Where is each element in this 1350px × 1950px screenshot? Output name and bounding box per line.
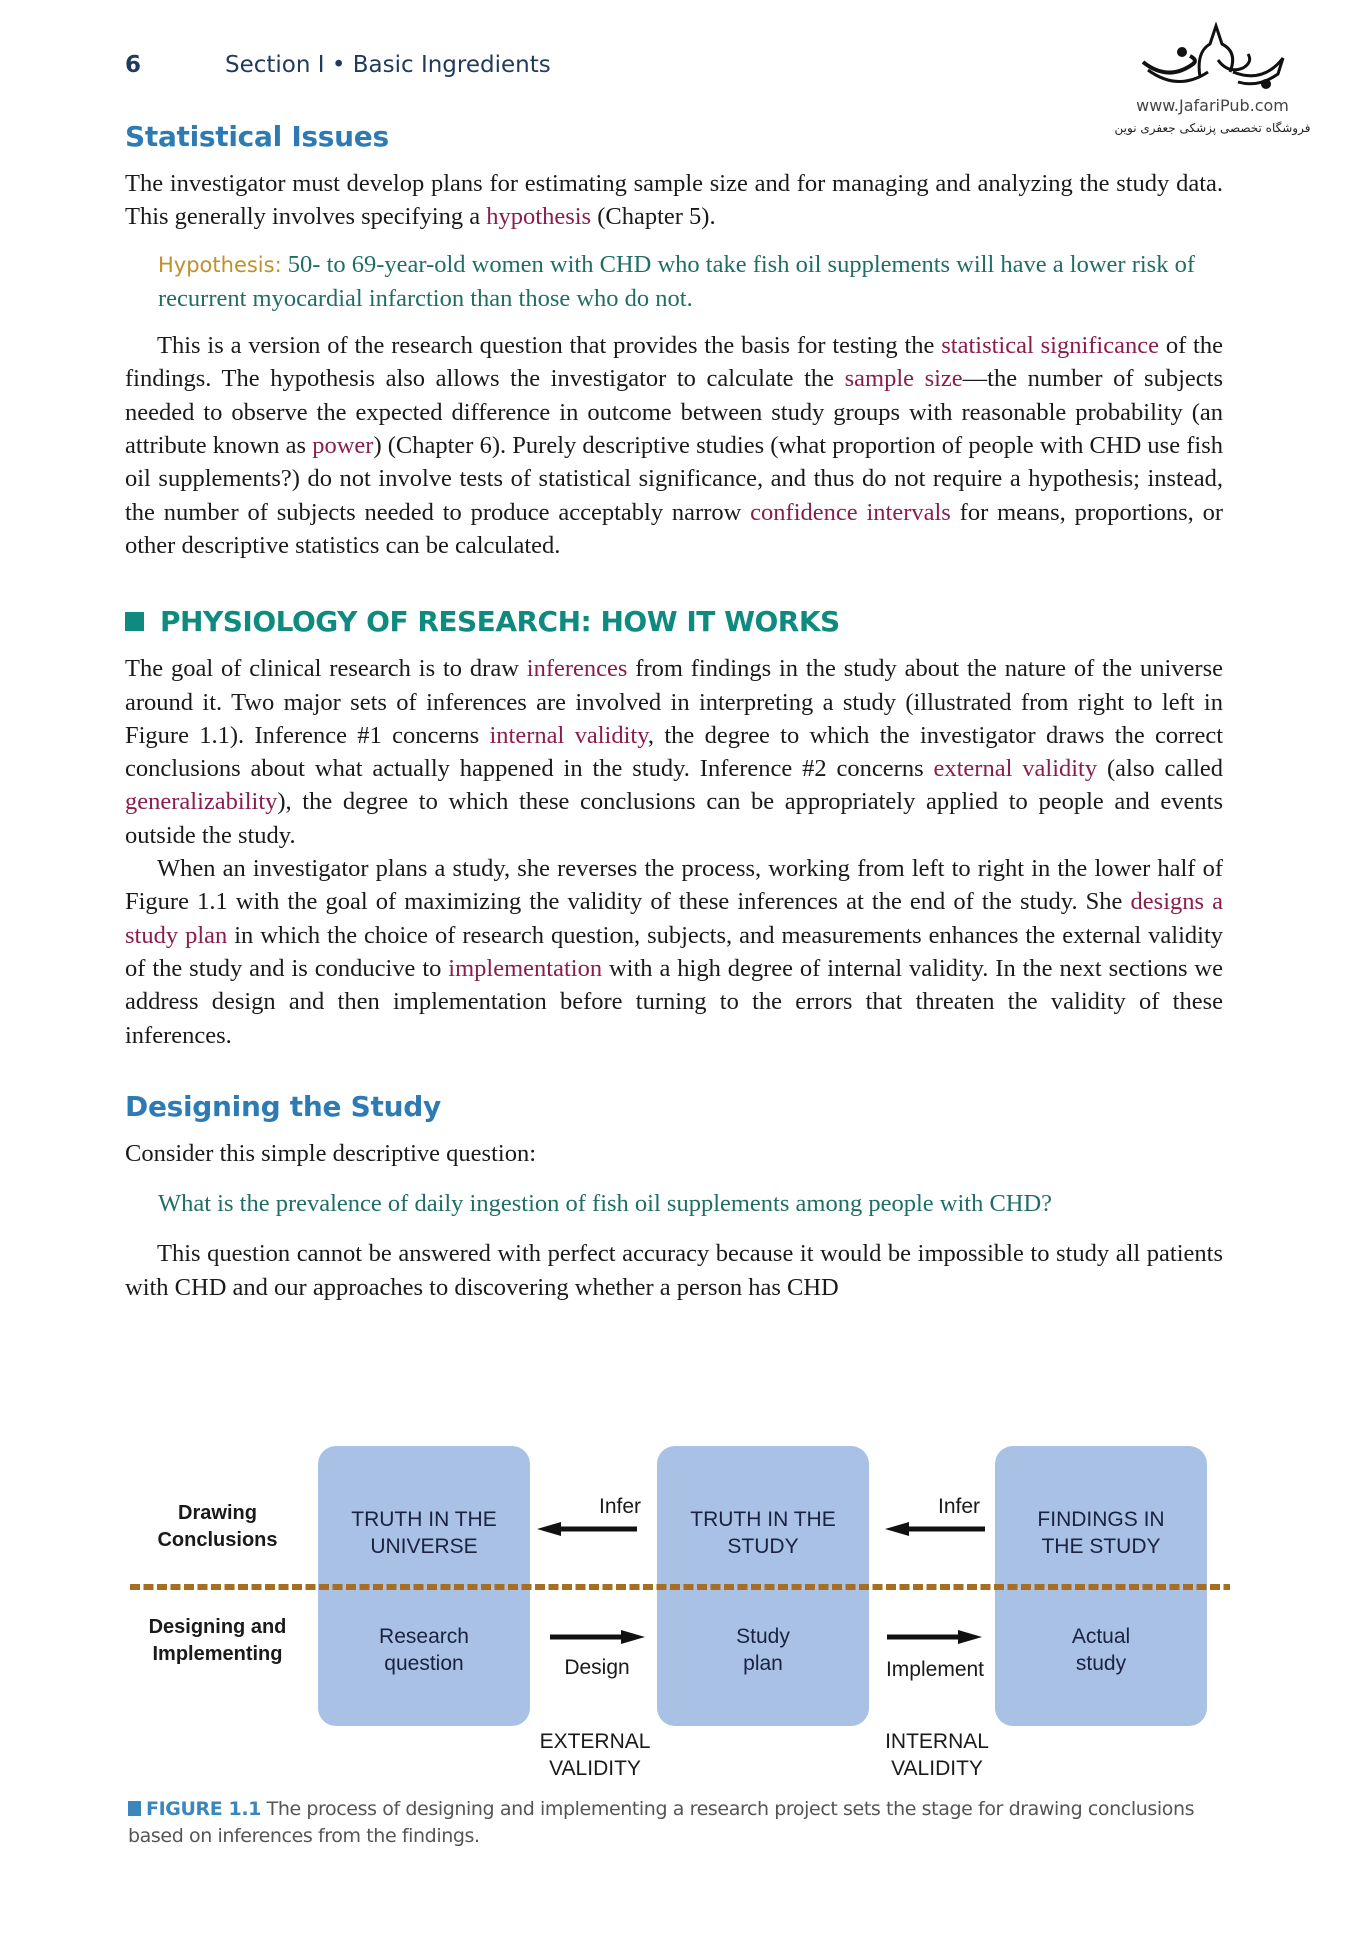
hypothesis-example bbox=[158, 248, 1223, 316]
box-study-truth-top: TRUTH IN THE STUDY bbox=[690, 1508, 836, 1558]
physiology-heading-text: PHYSIOLOGY OF RESEARCH: HOW IT WORKS bbox=[160, 605, 840, 639]
arrow-right-icon bbox=[550, 1629, 645, 1645]
physiology-para-1: The goal of clinical research is to draw inferences from findings in the study about the nature of the universe around it. Two major sets of inferences are involved in interpreting a study (illustrated from right to left in Figure 1.1). Inference #1 concerns internal validity, the degree to which the investigator draws the correct conclusions about what actually happened in the study. Inference #2 concerns external validity (also called generalizability), the degree to which these conclusions can be appropriately applied to people and events outside the study. bbox=[125, 655, 1224, 849]
implement-label: Implement bbox=[885, 1658, 985, 1681]
box-universe-bottom: Research question bbox=[379, 1625, 469, 1675]
key-term: confidence intervals bbox=[750, 498, 951, 526]
design-label: Design bbox=[564, 1656, 630, 1679]
hypothesis-label: Hypothesis: bbox=[158, 252, 282, 277]
internal-validity-label: INTERNAL VALIDITY bbox=[885, 1730, 989, 1780]
figure-caption bbox=[128, 1796, 1228, 1850]
hypothesis-text: 50- to 69-year-old women with CHD who take fish oil supplements will have a lower risk of recurrent myocardial infarction than those who do not. bbox=[158, 250, 1195, 312]
arrow-left-icon bbox=[537, 1521, 637, 1537]
key-term: power bbox=[312, 432, 374, 460]
row-label-designing-implementing: Designing and Implementing bbox=[148, 1616, 287, 1665]
box-study-truth-bottom: Study plan bbox=[736, 1625, 790, 1675]
key-term: external validity bbox=[933, 755, 1098, 783]
dotted-divider bbox=[130, 1584, 1230, 1590]
external-validity-label: EXTERNAL VALIDITY bbox=[539, 1730, 651, 1780]
infer-label-2: Infer bbox=[937, 1495, 981, 1518]
key-term: sample size bbox=[844, 365, 963, 393]
key-term: inferences bbox=[526, 655, 628, 683]
statistical-issues-para-2: This is a version of the research question that provides the basis for testing the statistical significance of the findings. The hypothesis also allows the investigator to calculate the sample size—the number of subjects needed to observe the expected difference in outcome between study groups with reasonable probability (an attribute known as power) (Chapter 6). Purely descriptive studies (what proportion of people with CHD use fish oil supplements?) do not involve tests of statistical significance, and thus do not require a hypothesis; instead, the number of subjects needed to produce acceptably narrow confidence intervals for means, proportions, or other descriptive statistics can be calculated. bbox=[125, 332, 1223, 559]
physiology-heading bbox=[125, 605, 1223, 638]
arrow-right-icon bbox=[887, 1629, 982, 1645]
designing-para: This question cannot be answered with perfect accuracy because it would be impossible to study all patients with CHD and our approaches to discovering whether a person has CHD bbox=[125, 1240, 1223, 1301]
section-title: Section I • Basic Ingredients bbox=[225, 52, 551, 78]
key-term: statistical significance bbox=[941, 332, 1159, 360]
infer-label-1: Infer bbox=[598, 1495, 642, 1518]
key-term: internal validity bbox=[489, 721, 648, 749]
page-content bbox=[125, 120, 1223, 1304]
designing-intro: Consider this simple descriptive question: bbox=[125, 1139, 537, 1167]
descriptive-question: What is the prevalence of daily ingestion of fish oil supplements among people with CHD? bbox=[158, 1190, 1053, 1218]
key-term: designs a study plan bbox=[125, 888, 1224, 949]
box-findings-top: FINDINGS IN THE STUDY bbox=[1037, 1508, 1165, 1558]
physiology-para-2: When an investigator plans a study, she reverses the process, working from left to right in the lower half of Figure 1.1 with the goal of maximizing the validity of these inferences at the end of the study. She designs a study plan in which the choice of research question, subjects, and measurements enhances the external validity of the study and is conducive to implementation with a high degree of internal validity. In the next sections we address design and then implementation before turning to the errors that threaten the validity of these inferences. bbox=[125, 855, 1224, 1049]
figure-1-1 bbox=[125, 1440, 1235, 1790]
key-term: hypothesis bbox=[486, 203, 592, 231]
key-term: implementation bbox=[448, 954, 603, 982]
caption-square-icon bbox=[128, 1801, 141, 1816]
designing-heading: Designing the Study bbox=[125, 1089, 441, 1123]
key-term: generalizability bbox=[125, 788, 278, 816]
publisher-logo bbox=[1100, 22, 1325, 135]
logo-url: www.JafariPub.com bbox=[1136, 96, 1289, 115]
box-universe-top: TRUTH IN THE UNIVERSE bbox=[351, 1508, 497, 1558]
arrow-left-icon bbox=[885, 1521, 985, 1537]
row-label-drawing-conclusions: Drawing Conclusions bbox=[157, 1502, 278, 1551]
statistical-issues-heading: Statistical Issues bbox=[125, 120, 389, 153]
statistical-issues-para-1: The investigator must develop plans for estimating sample size and for managing and analyzing the study data. This generally involves specifying a hypothesis (Chapter 5). bbox=[125, 170, 1223, 231]
calligraphy-logo-icon bbox=[1138, 22, 1288, 94]
logo-tagline: فروشگاه تخصصی پزشکی جعفری نوین bbox=[1114, 121, 1311, 135]
caption-text: The process of designing and implementing a research project sets the stage for drawing conclusions based on inferences from the findings. bbox=[128, 1798, 1195, 1847]
heading-square-icon bbox=[125, 612, 144, 631]
figure-label: FIGURE 1.1 bbox=[146, 1798, 261, 1820]
page-number: 6 bbox=[125, 52, 142, 78]
box-findings-bottom: Actual study bbox=[1071, 1625, 1131, 1675]
